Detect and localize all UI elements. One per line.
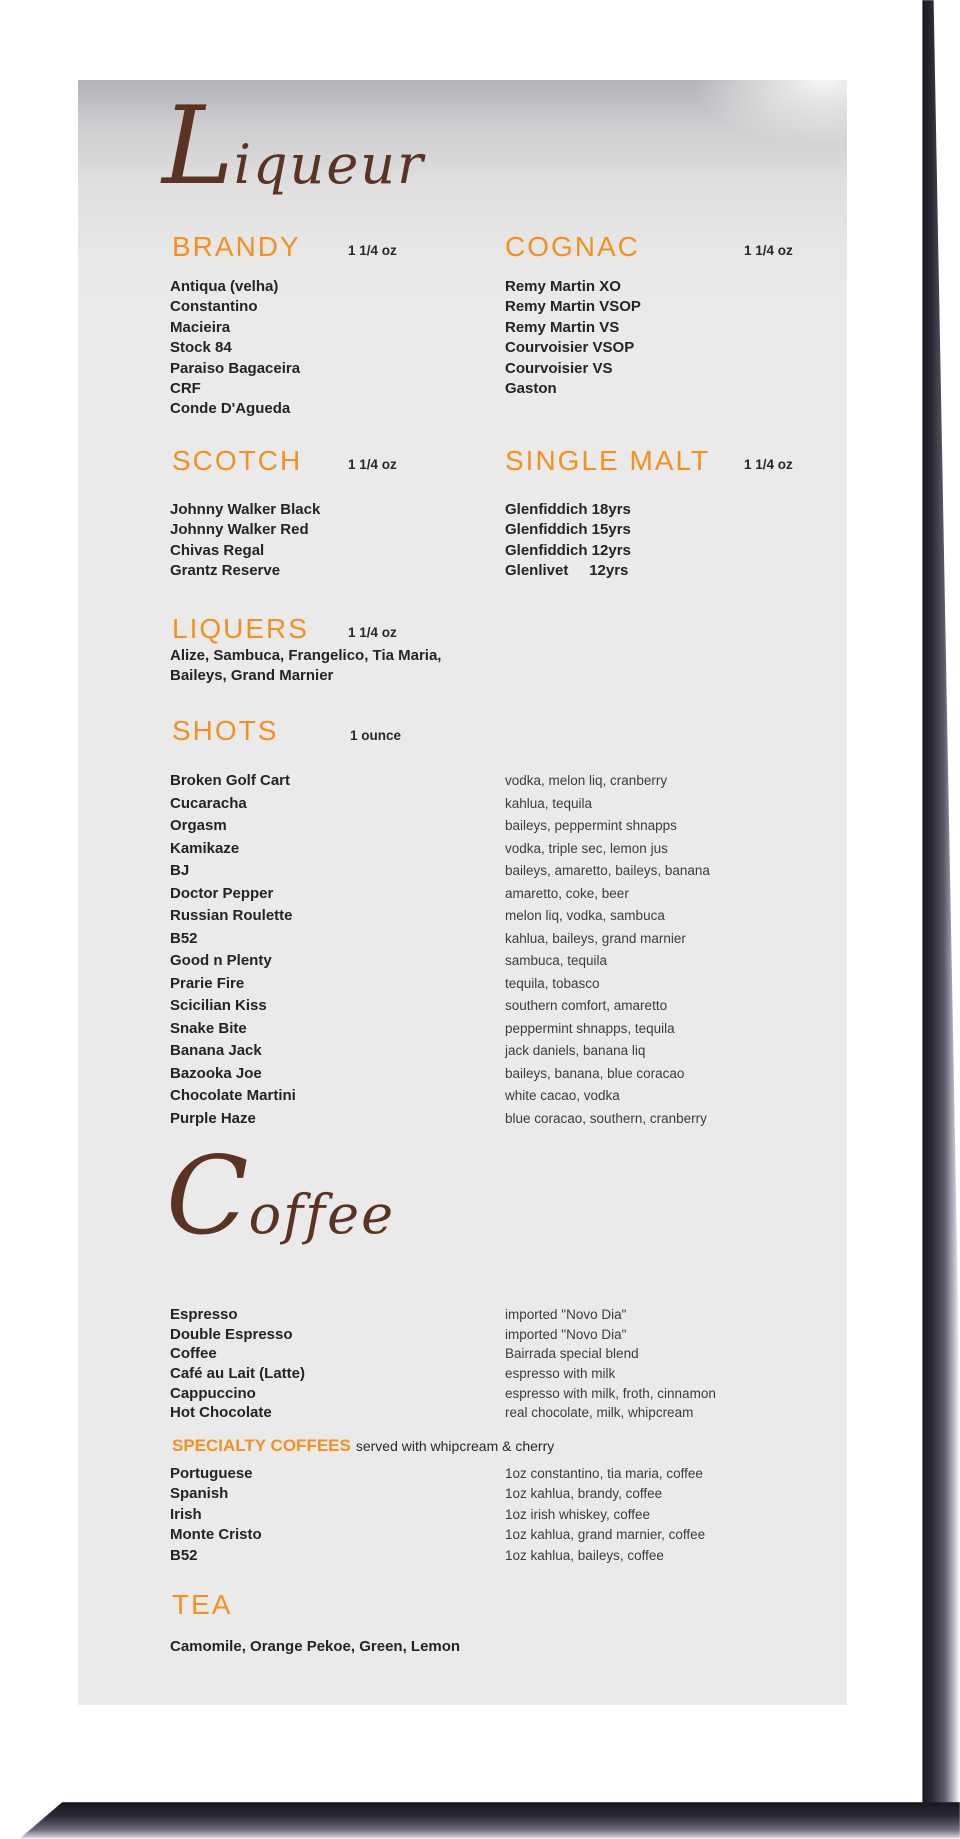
shot-row	[170, 952, 710, 975]
shot-desc: sambuca, tequila	[505, 953, 608, 968]
scotch-size-label: 1 1/4 oz	[348, 457, 397, 472]
shot-desc: jack daniels, banana liq	[505, 1043, 646, 1058]
specialty-list	[170, 1465, 705, 1567]
specialty-title: SPECIALTY COFFEES	[172, 1436, 351, 1455]
shots-heading: SHOTS	[172, 715, 279, 746]
menu-item: CRF	[170, 380, 201, 398]
menu-item: Glenlivet 12yrs	[505, 562, 629, 580]
shot-desc: kahlua, tequila	[505, 795, 593, 811]
menu-item: Macieira	[170, 318, 231, 336]
brandy-list	[170, 277, 300, 420]
menu-item: Chivas Regal	[170, 541, 265, 559]
menu-item: Antiqua (velha)	[170, 278, 279, 295]
shot-desc: baileys, banana, blue coracao	[505, 1065, 685, 1081]
coffee-row	[170, 1365, 716, 1385]
coffee-name: Espresso	[170, 1306, 238, 1323]
shot-desc: southern comfort, amaretto	[505, 998, 668, 1013]
coffee-desc: real chocolate, milk, whipcream	[505, 1405, 694, 1421]
scotch-list	[170, 500, 320, 582]
coffee-desc: espresso with milk, froth, cinnamon	[505, 1385, 716, 1401]
shot-row	[170, 1020, 710, 1043]
coffee-name: Coffee	[170, 1345, 217, 1363]
liquers-size-label: 1 1/4 oz	[348, 625, 397, 640]
menu-item: Courvoisier VS	[505, 359, 613, 377]
shot-desc: vodka, melon liq, cranberry	[505, 773, 668, 788]
specialty-row	[170, 1485, 705, 1505]
coffee-name: Hot Chocolate	[170, 1404, 272, 1422]
shot-row	[170, 1042, 710, 1065]
shot-name: Snake Bite	[170, 1019, 247, 1037]
specialty-name: Monte Cristo	[170, 1526, 262, 1544]
specialty-name: Spanish	[170, 1485, 229, 1503]
menu-item: Johnny Walker Black	[170, 501, 321, 518]
specialty-subtitle: served with whipcream & cherry	[355, 1438, 555, 1454]
menu-item: Remy Martin VS	[505, 318, 620, 336]
scotch-heading: SCOTCH	[172, 445, 303, 476]
specialty-row	[170, 1465, 705, 1485]
single-malt-list	[505, 500, 631, 582]
specialty-desc: 1oz kahlua, grand marnier, coffee	[505, 1527, 706, 1543]
shot-desc: vodka, triple sec, lemon jus	[505, 840, 668, 856]
menu-item: Constantino	[170, 298, 258, 316]
shot-row	[170, 862, 710, 885]
shot-name: Cucaracha	[170, 794, 247, 812]
shot-row	[170, 772, 710, 795]
menu-item: Camomile, Orange Pekoe, Green, Lemon	[170, 1638, 461, 1655]
menu-item: Gaston	[505, 380, 557, 398]
menu-item: Glenfiddich 12yrs	[505, 541, 631, 559]
shot-name: Good n Plenty	[170, 952, 272, 969]
shot-name: Bazooka Joe	[170, 1064, 262, 1082]
shot-row	[170, 817, 710, 840]
menu-item: Grantz Reserve	[170, 562, 281, 580]
coffee-name: Cappuccino	[170, 1384, 256, 1402]
coffee-row	[170, 1404, 716, 1424]
shot-row	[170, 907, 710, 930]
specialty-row	[170, 1526, 705, 1546]
single-malt-size-label: 1 1/4 oz	[744, 457, 793, 472]
coffee-name: Double Espresso	[170, 1325, 293, 1343]
liquers-heading: LIQUERS	[172, 613, 309, 644]
shot-name: Prarie Fire	[170, 974, 245, 992]
brandy-heading: BRANDY	[172, 231, 301, 262]
coffee-desc: espresso with milk	[505, 1366, 616, 1382]
shot-row	[170, 997, 710, 1020]
shot-desc: kahlua, baileys, grand marnier	[505, 930, 686, 946]
shot-name: Purple Haze	[170, 1109, 256, 1127]
specialty-desc: 1oz kahlua, brandy, coffee	[505, 1486, 663, 1502]
specialty-desc: 1oz constantino, tia maria, coffee	[505, 1466, 703, 1481]
shot-desc: amaretto, coke, beer	[505, 885, 629, 901]
shot-row	[170, 795, 710, 818]
menu-item: Paraiso Bagaceira	[170, 359, 301, 377]
shot-desc: blue coracao, southern, cranberry	[505, 1110, 707, 1126]
shot-desc: baileys, peppermint shnapps	[505, 818, 677, 833]
shot-name: Banana Jack	[170, 1042, 262, 1059]
cognac-list	[505, 277, 641, 399]
shot-name: Doctor Pepper	[170, 884, 274, 902]
liquers-list	[170, 646, 441, 687]
shot-row	[170, 1087, 710, 1110]
shots-size-label: 1 ounce	[350, 728, 402, 743]
single-malt-heading: SINGLE MALT	[505, 445, 711, 476]
menu-item: Baileys, Grand Marnier	[170, 667, 334, 685]
liqueur-script-heading: Liqueur	[162, 84, 425, 209]
shot-desc: peppermint shnapps, tequila	[505, 1020, 675, 1036]
coffee-row	[170, 1345, 716, 1365]
shot-name: BJ	[170, 862, 190, 879]
menu-item: Courvoisier VSOP	[505, 339, 635, 357]
shot-row	[170, 885, 710, 908]
coffee-desc: Bairrada special blend	[505, 1346, 639, 1362]
coffee-row	[170, 1326, 716, 1346]
menu-item: Remy Martin VSOP	[505, 298, 641, 316]
coffee-name: Café au Lait (Latte)	[170, 1365, 306, 1383]
shot-name: Chocolate Martini	[170, 1087, 296, 1104]
cognac-heading: COGNAC	[505, 231, 640, 262]
menu-panel	[78, 80, 847, 1705]
menu-item: Stock 84	[170, 339, 232, 357]
coffee-desc: imported "Novo Dia"	[505, 1307, 627, 1322]
shot-name: Broken Golf Cart	[170, 772, 291, 789]
coffee-row	[170, 1306, 716, 1326]
specialty-row	[170, 1547, 705, 1567]
shots-list	[170, 772, 710, 1132]
tea-heading: TEA	[172, 1589, 233, 1620]
menu-item: Remy Martin XO	[505, 278, 621, 295]
shot-name: Russian Roulette	[170, 907, 293, 924]
coffee-desc: imported "Novo Dia"	[505, 1326, 627, 1342]
coffee-list	[170, 1306, 716, 1424]
shot-row	[170, 840, 710, 863]
shot-row	[170, 930, 710, 953]
specialty-desc: 1oz irish whiskey, coffee	[505, 1506, 651, 1522]
menu-item: Alize, Sambuca, Frangelico, Tia Maria,	[170, 647, 442, 664]
specialty-desc: 1oz kahlua, baileys, coffee	[505, 1547, 664, 1563]
menu-item: Glenfiddich 15yrs	[505, 521, 631, 539]
shot-name: Scicilian Kiss	[170, 997, 267, 1014]
cognac-size-label: 1 1/4 oz	[744, 243, 793, 258]
page-edge-shadow-right	[920, 0, 960, 1803]
specialty-name: Portuguese	[170, 1465, 253, 1482]
coffee-script-heading: Coffee	[166, 1134, 396, 1259]
coffee-row	[170, 1385, 716, 1405]
specialty-name: B52	[170, 1546, 198, 1564]
menu-item: Glenfiddich 18yrs	[505, 501, 631, 518]
shot-name: Orgasm	[170, 817, 227, 834]
shot-desc: white cacao, vodka	[505, 1088, 620, 1103]
shot-desc: melon liq, vodka, sambuca	[505, 908, 665, 923]
menu-item: Conde D'Agueda	[170, 400, 291, 418]
shot-row	[170, 1065, 710, 1088]
tea-list	[170, 1637, 460, 1657]
brandy-size-label: 1 1/4 oz	[348, 243, 397, 258]
shot-row	[170, 1110, 710, 1133]
specialty-row	[170, 1506, 705, 1526]
specialty-name: Irish	[170, 1505, 202, 1523]
shot-row	[170, 975, 710, 998]
menu-item: Johnny Walker Red	[170, 521, 309, 539]
shot-desc: baileys, amaretto, baileys, banana	[505, 863, 710, 878]
shot-desc: tequila, tobasco	[505, 975, 600, 991]
specialty-coffees-heading	[172, 1436, 554, 1456]
shot-name: Kamikaze	[170, 839, 240, 857]
shot-name: B52	[170, 929, 198, 947]
page-edge-shadow-bottom	[0, 1802, 960, 1839]
